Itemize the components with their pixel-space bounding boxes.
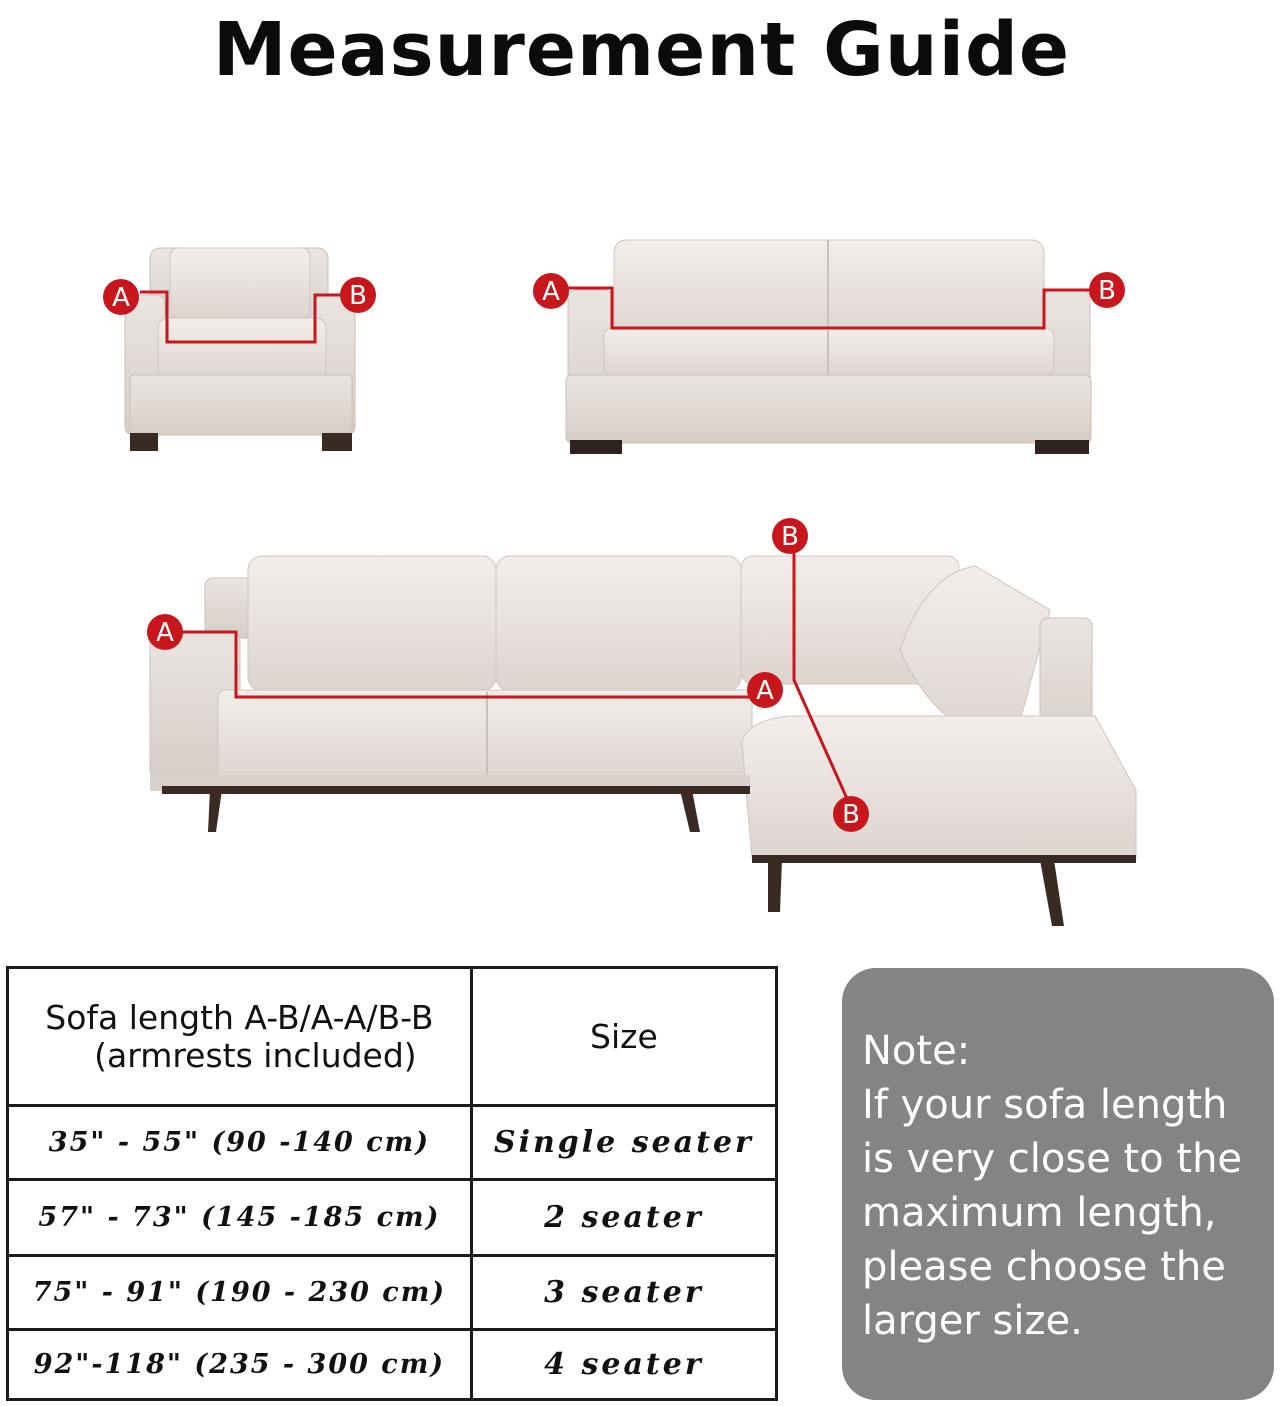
- table-header-row: [8, 968, 777, 1106]
- length-range-cell: 92"-118" (235 - 300 cm): [8, 1330, 472, 1400]
- marker-b: [772, 518, 808, 554]
- svg-text:A: A: [542, 277, 560, 307]
- svg-text:A: A: [756, 676, 774, 706]
- size-cell: 4 seater: [471, 1330, 776, 1400]
- note-line: Note:: [862, 1028, 971, 1074]
- table-row: [8, 1330, 777, 1400]
- size-table: [6, 966, 778, 1401]
- svg-text:B: B: [781, 522, 799, 552]
- table-row: [8, 1180, 777, 1256]
- marker-a: [747, 672, 783, 708]
- svg-text:A: A: [112, 283, 130, 313]
- svg-text:B: B: [1098, 276, 1116, 306]
- size-cell: 2 seater: [471, 1180, 776, 1256]
- table-row: [8, 1106, 777, 1180]
- header-length: [8, 968, 472, 1106]
- header-length-line2: (armrests included): [94, 1035, 417, 1075]
- note-line: please choose the: [862, 1244, 1226, 1290]
- note-line: larger size.: [862, 1298, 1083, 1344]
- marker-a: [103, 279, 139, 315]
- header-size: Size: [471, 968, 776, 1106]
- size-cell: Single seater: [471, 1106, 776, 1180]
- size-cell: 3 seater: [471, 1256, 776, 1330]
- length-range-cell: 57" - 73" (145 -185 cm): [8, 1180, 472, 1256]
- note-line: is very close to the: [862, 1136, 1243, 1182]
- three-seater-sofa-image: [533, 240, 1125, 454]
- svg-text:B: B: [842, 800, 860, 830]
- note-line: If your sofa length: [862, 1082, 1228, 1128]
- page-title: Measurement Guide: [212, 7, 1071, 93]
- marker-b: [340, 277, 376, 313]
- note-box: [842, 968, 1274, 1400]
- length-range-cell: 35" - 55" (90 -140 cm): [8, 1106, 472, 1180]
- note-line: maximum length,: [862, 1190, 1217, 1236]
- svg-text:B: B: [349, 281, 367, 311]
- length-range-cell: 75" - 91" (190 - 230 cm): [8, 1256, 472, 1330]
- marker-b: [833, 796, 869, 832]
- marker-b: [1089, 272, 1125, 308]
- table-row: [8, 1256, 777, 1330]
- marker-a: [533, 273, 569, 309]
- svg-text:A: A: [156, 618, 174, 648]
- armchair-image: [103, 248, 376, 451]
- header-length-line1: Sofa length A-B/A-A/B-B: [45, 997, 434, 1037]
- marker-a: [147, 614, 183, 650]
- sectional-sofa-image: [147, 518, 1136, 926]
